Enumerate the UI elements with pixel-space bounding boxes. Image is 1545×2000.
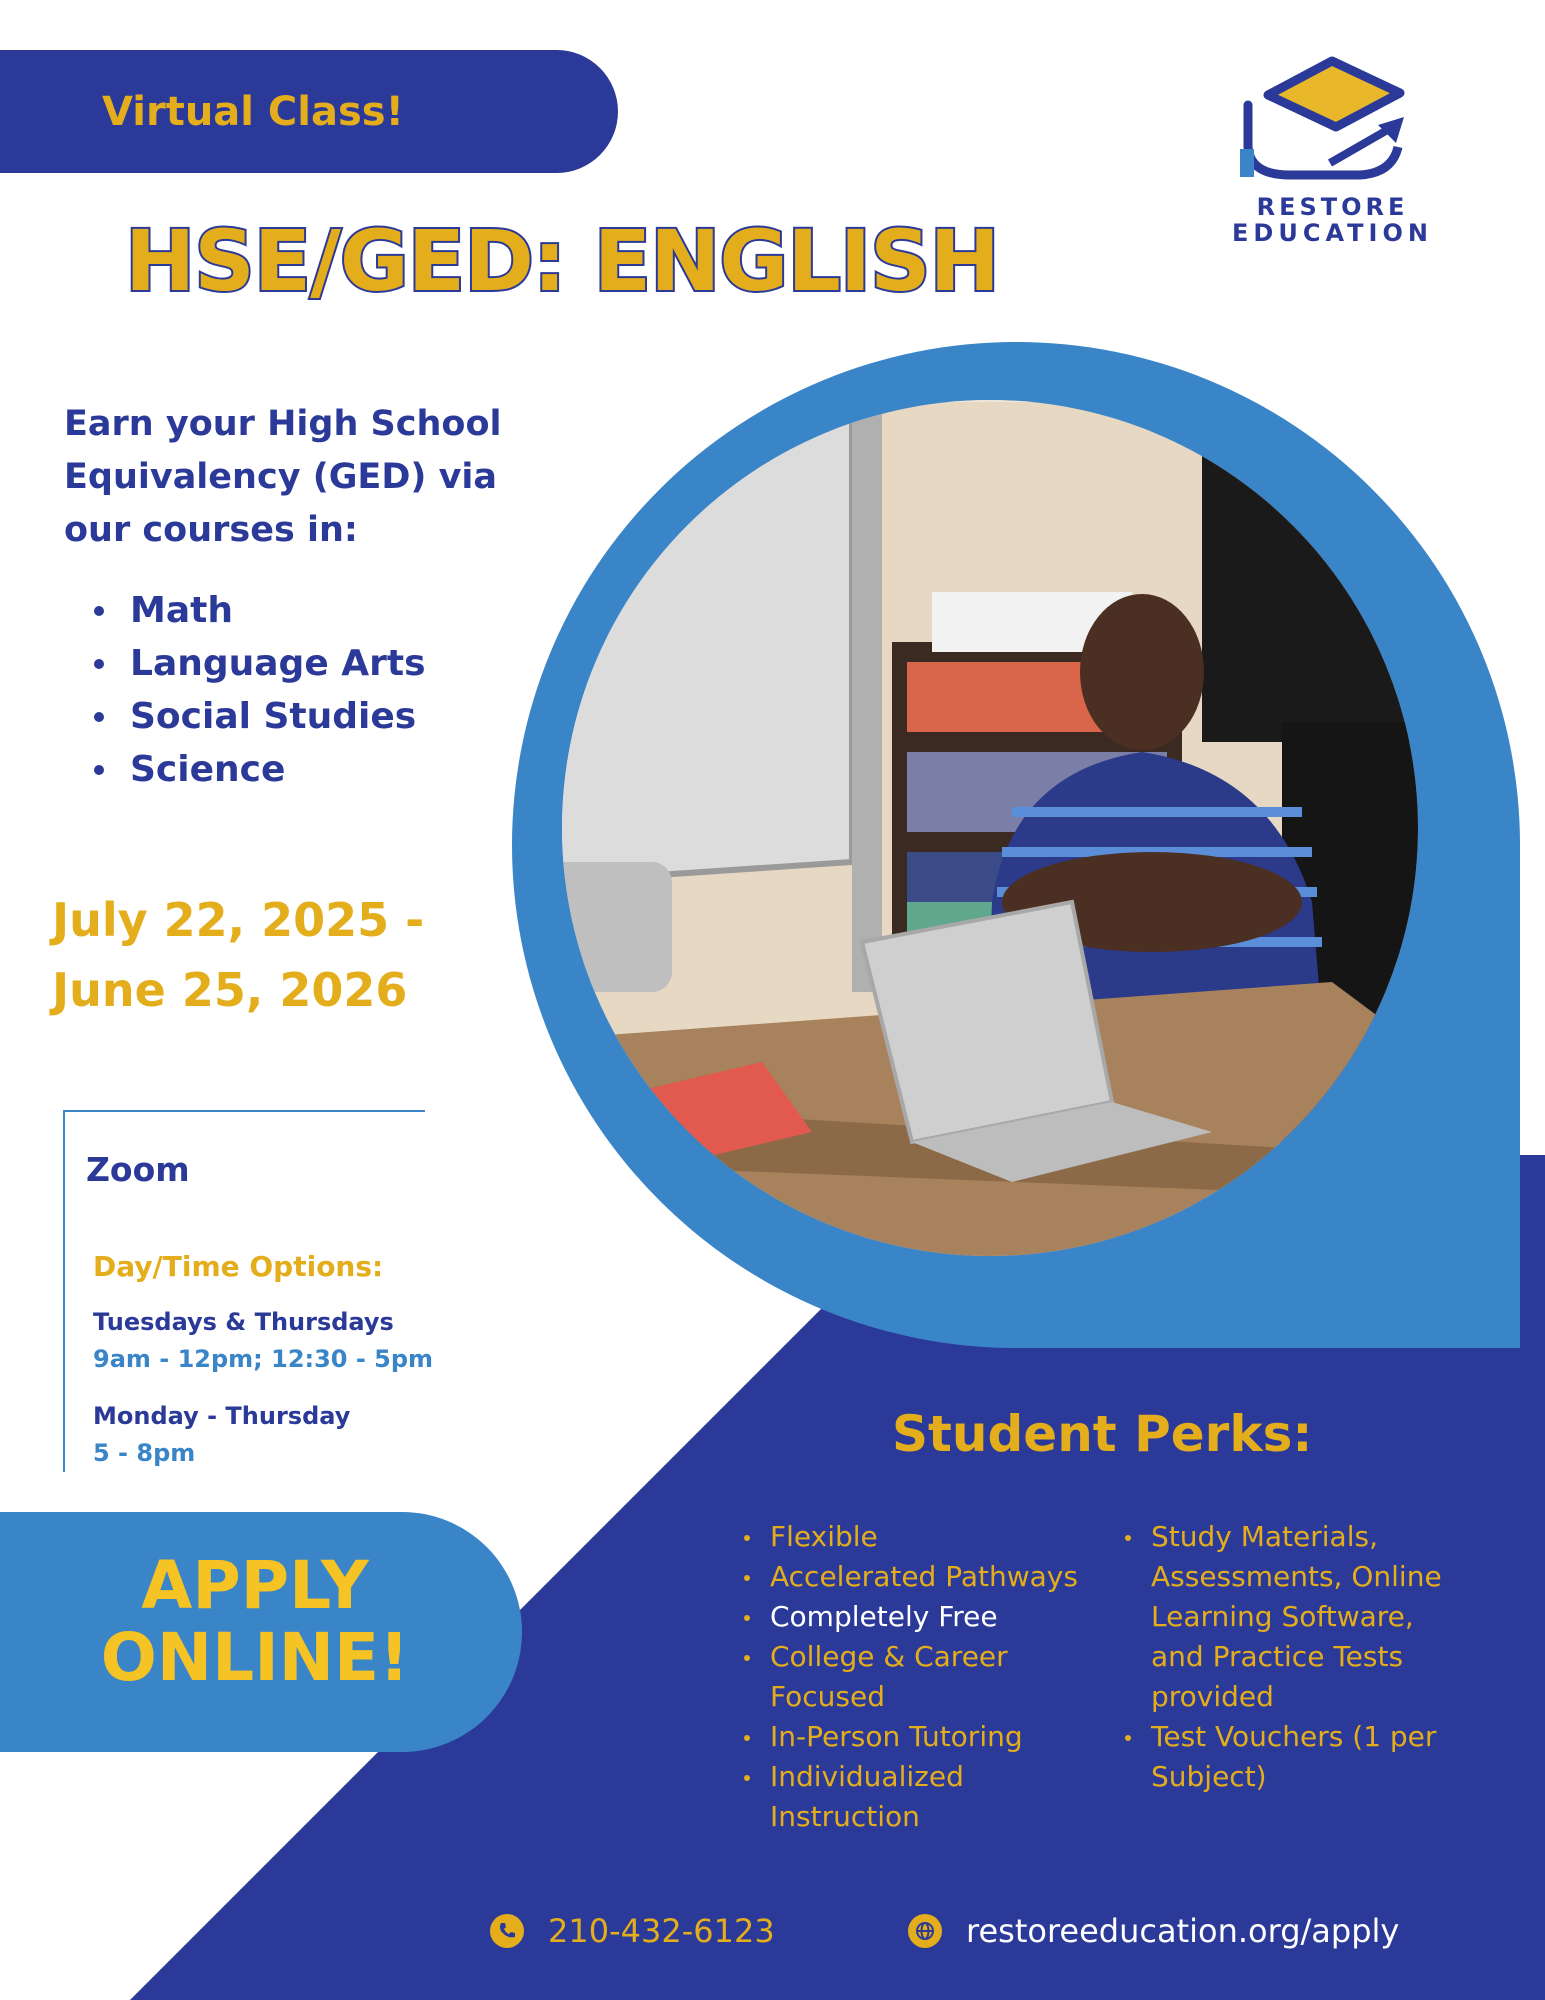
location-label: Zoom (86, 1150, 190, 1189)
virtual-class-label: Virtual Class! (102, 88, 404, 135)
contact-website[interactable] (908, 1912, 1399, 1950)
course-list (92, 584, 426, 796)
date-start: July 22, 2025 - (52, 893, 425, 947)
perk-item: In-Person Tutoring (742, 1717, 1122, 1757)
student-photo-frame (512, 342, 1520, 1348)
page-title: HSE/GED: ENGLISH (125, 212, 999, 310)
graduation-cap-icon (1220, 55, 1445, 185)
contact-phone[interactable] (490, 1912, 775, 1950)
perk-item: Completely Free (742, 1597, 1122, 1637)
schedule-times: 9am - 12pm; 12:30 - 5pm (93, 1345, 434, 1373)
schedule-heading: Day/Time Options: (93, 1250, 384, 1283)
course-item: Math (92, 584, 426, 637)
perk-item: Accelerated Pathways (742, 1557, 1122, 1597)
intro-text (64, 398, 534, 557)
globe-icon (908, 1914, 942, 1948)
perks-list-right (1123, 1517, 1463, 1797)
perks-list-left (742, 1517, 1122, 1837)
course-item: Language Arts (92, 637, 426, 690)
perk-item: College & Career Focused (742, 1637, 1122, 1717)
course-item: Science (92, 743, 426, 796)
date-end: June 25, 2026 (52, 963, 408, 1017)
intro-line: our courses in: (64, 510, 358, 550)
phone-icon (490, 1914, 524, 1948)
perks-title: Student Perks: (892, 1405, 1313, 1463)
intro-line: Equivalency (GED) via (64, 457, 498, 497)
phone-number[interactable]: 210-432-6123 (548, 1912, 775, 1950)
perk-item: Study Materials, Assessments, Online Learning Software, and Practice Tests provided (1123, 1517, 1463, 1717)
website-link[interactable]: restoreeducation.org/apply (966, 1912, 1400, 1950)
schedule-days: Tuesdays & Thursdays (93, 1308, 394, 1336)
logo-text-restore: RESTORE (1256, 193, 1409, 221)
virtual-class-badge (0, 50, 618, 173)
course-item: Social Studies (92, 690, 426, 743)
logo-text-education: EDUCATION (1232, 219, 1433, 247)
intro-line: Earn your High School (64, 404, 502, 444)
apply-online-label (0, 1547, 510, 1696)
perk-item: Test Vouchers (1 per Subject) (1123, 1717, 1463, 1797)
perk-item: Individualized Instruction (742, 1757, 1122, 1837)
perk-item: Flexible (742, 1517, 1122, 1557)
schedule-times: 5 - 8pm (93, 1439, 196, 1467)
schedule-days: Monday - Thursday (93, 1402, 351, 1430)
class-dates (52, 885, 424, 1025)
apply-line-1: APPLY (141, 1547, 369, 1624)
apply-line-2: ONLINE! (100, 1619, 410, 1696)
apply-online-button[interactable] (0, 1512, 522, 1752)
restore-education-logo (1220, 55, 1445, 255)
